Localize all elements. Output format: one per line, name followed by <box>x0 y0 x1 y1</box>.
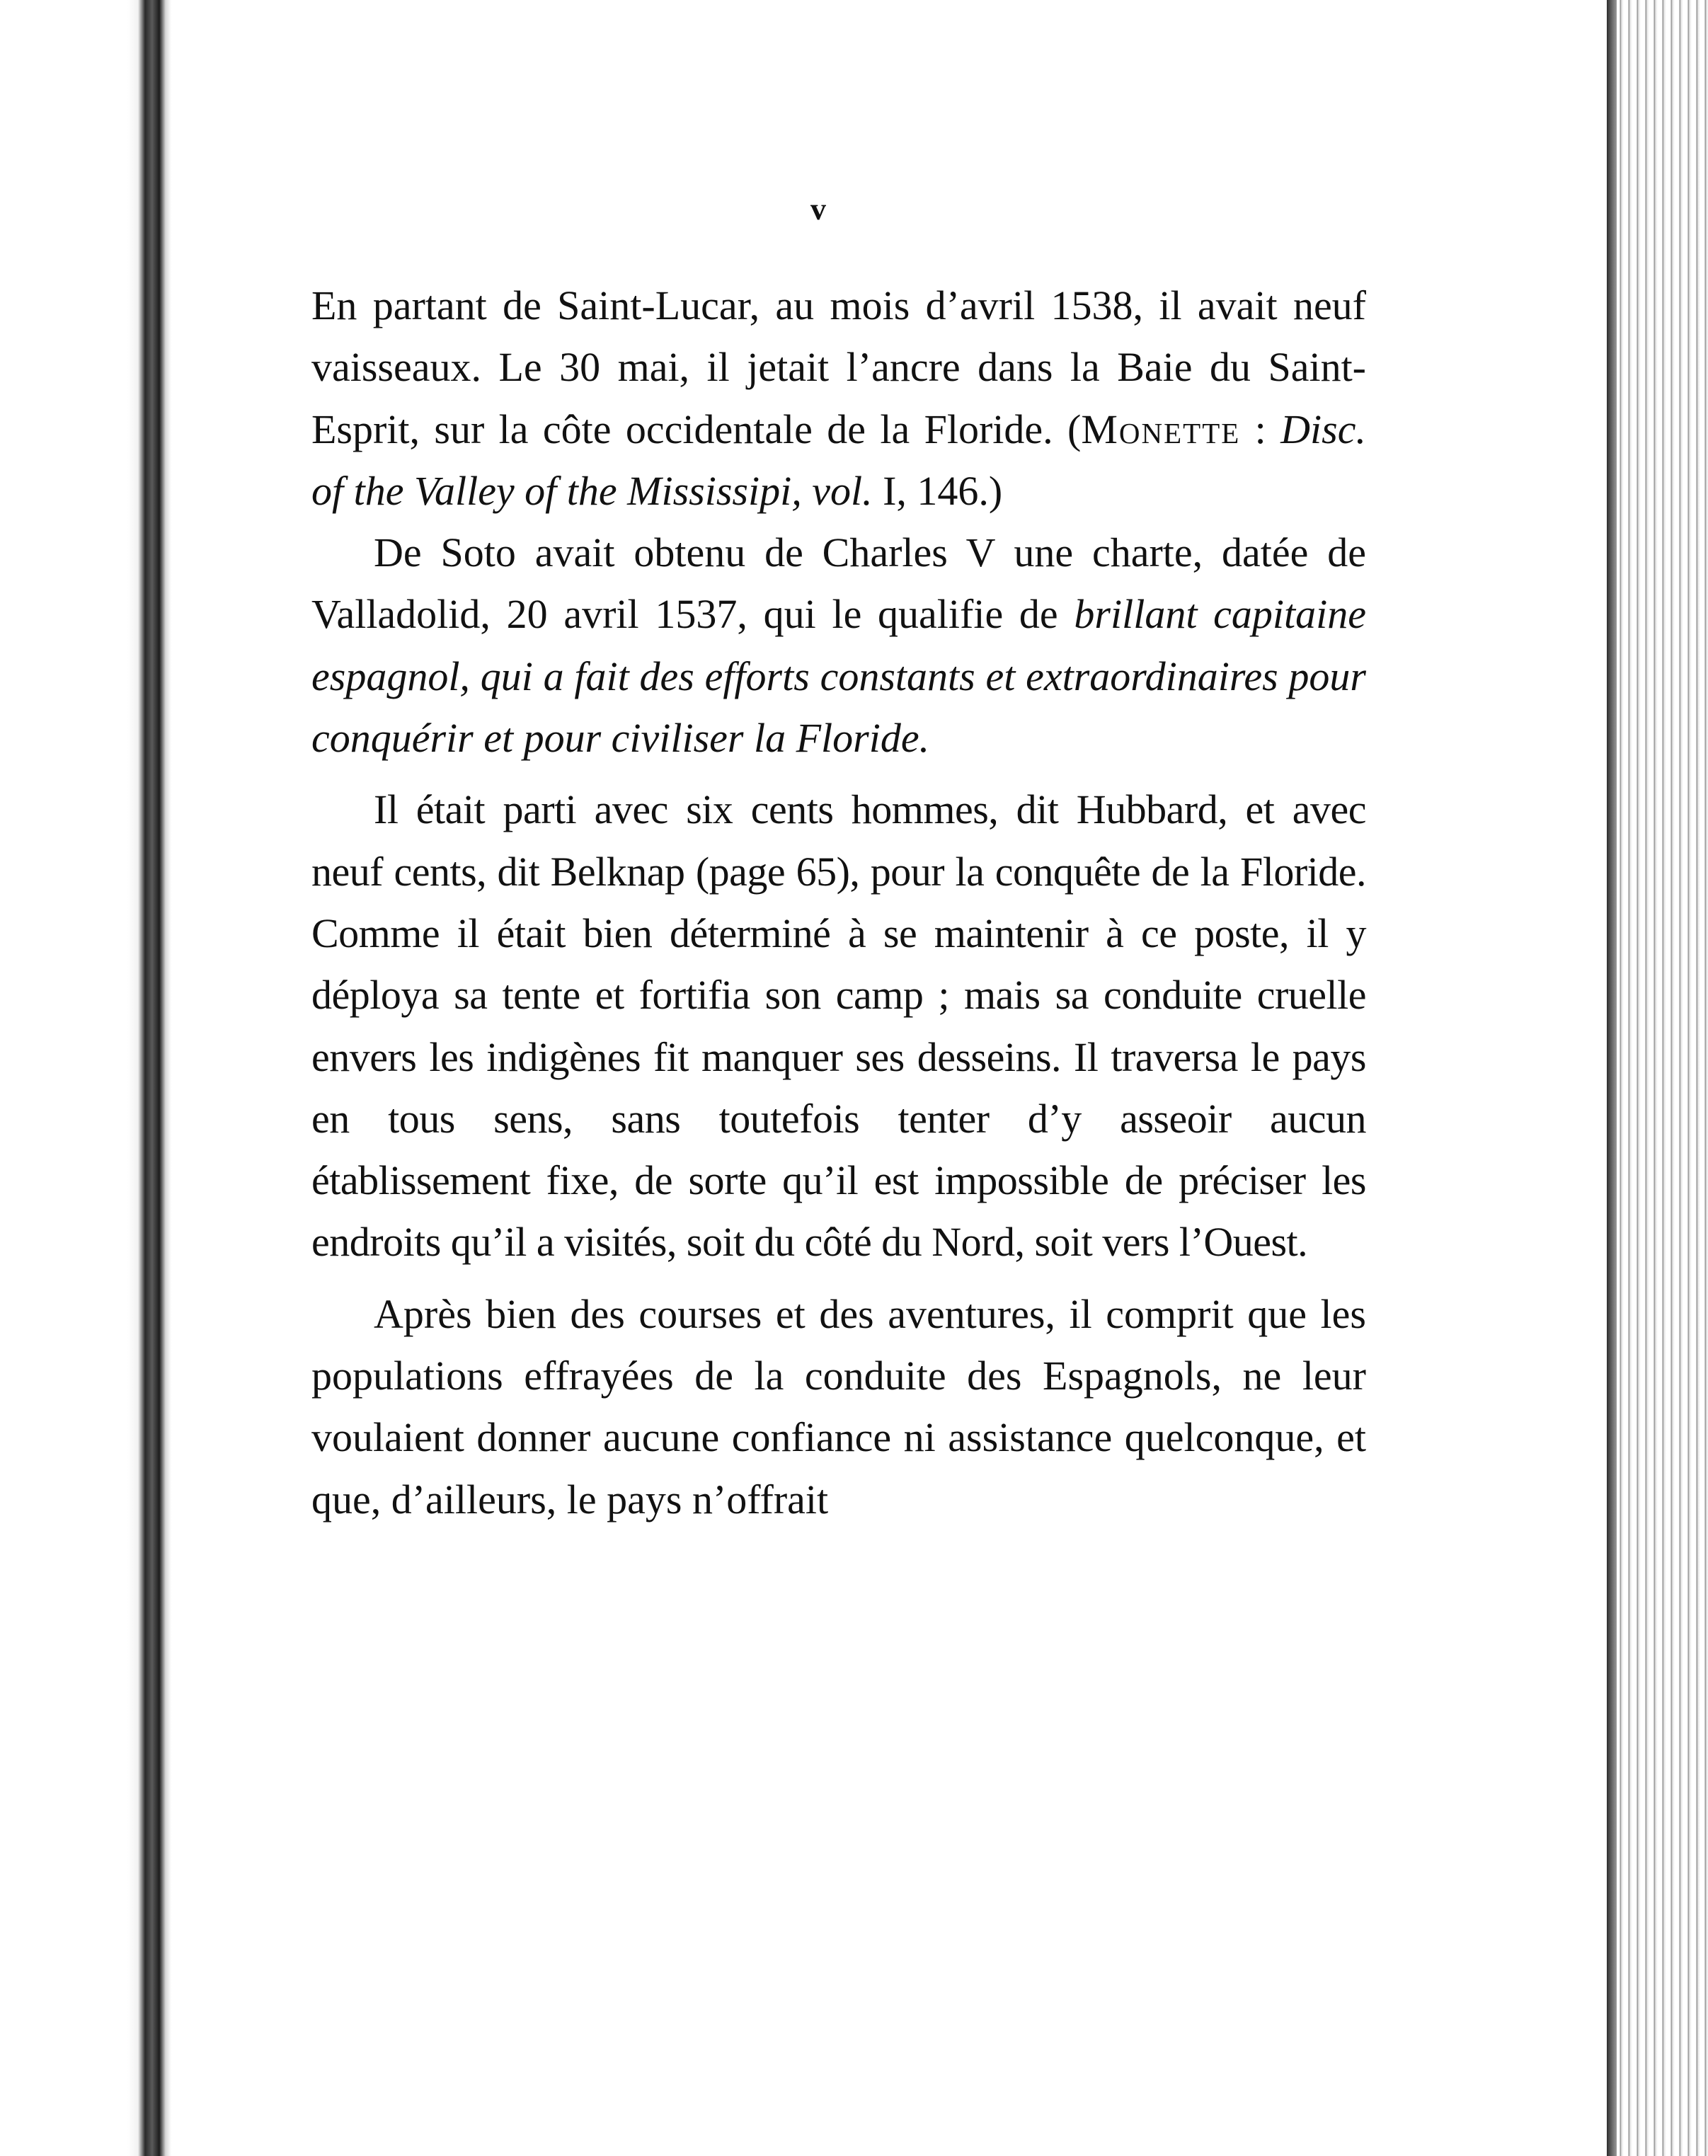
paragraph-3: Il était parti avec six cents hommes, dit Hubbard, et avec neuf cents, dit Belknap (page 65), pour la conquête de la Floride. Comme il était bien déterminé à se maintenir à ce poste, il y déploya sa tente et fortifia son camp ; mais sa conduite cruelle envers les indigènes fit manquer ses desseins. Il traversa le pays en tous sens, sans toutefois tenter d’y asseoir aucun établissement fixe, de sorte qu’il est impossible de préciser les endroits qu’il a visités, soit du côté du Nord, soit vers l’Ouest. <box>311 786 1366 1266</box>
body-text <box>311 275 1366 1530</box>
paragraph-4: Après bien des courses et des aventures, il comprit que les populations effrayées de la conduite des Espagnols, ne leur voulaient donner aucune confiance ni assistance quelconque, et que, d’ailleurs, le pays n’offrait <box>311 1290 1366 1523</box>
book-title: Disc. of the Valley of the Mississipi, vol. <box>311 406 1366 514</box>
paragraph-2 <box>311 522 1366 769</box>
right-page-edge <box>1607 0 1708 2156</box>
author-name: Monette <box>1081 406 1241 452</box>
paragraph-1-end: I, 146.) <box>872 467 1003 514</box>
page-number: v <box>810 192 826 227</box>
paragraph-1-text: En partant de Saint-Lucar, au mois d’avril 1538, il avait neuf vaisseaux. Le 30 mai, il jetait l’ancre dans la Baie du Saint-Esprit, sur la côte occidentale de la Floride. ( <box>311 282 1366 452</box>
paragraph-1 <box>311 275 1366 522</box>
paragraph-2-text: De Soto avait obtenu de Charles V une charte, datée de Valladolid, 20 avril 1537, qui le qualifie de <box>311 529 1366 638</box>
charter-quote: brillant capitaine espagnol, qui a fait des efforts constants et extraordinaires pour conquérir et pour civiliser la Floride. <box>311 591 1366 762</box>
paragraph-1-separator: : <box>1240 406 1281 452</box>
left-page-edge <box>0 0 171 2156</box>
